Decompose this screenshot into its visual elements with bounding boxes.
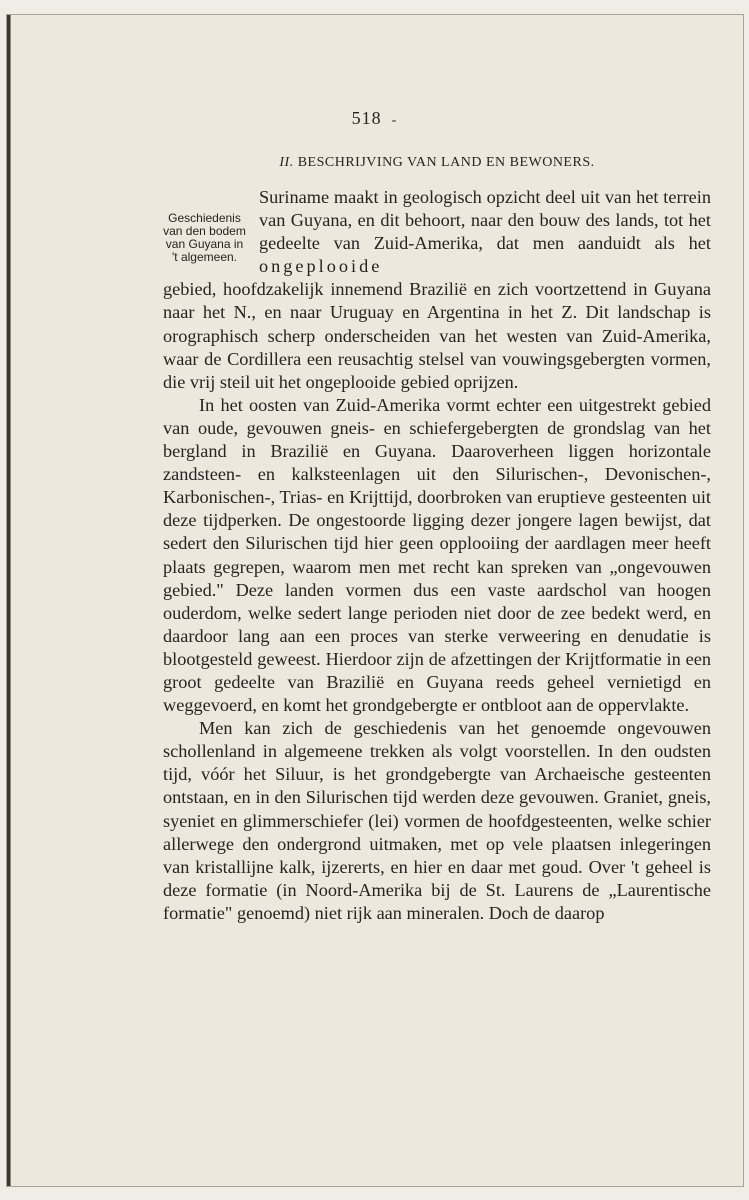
spaced-term: ongeplooide	[259, 256, 383, 277]
running-head-roman: II.	[279, 155, 294, 170]
page-number	[0, 108, 749, 129]
paragraph-1-intro-text: Suriname maakt in geologisch opzicht deel uit van het terrein van Guyana, en dit behoort, naar den bouw des lands, tot het gedeelte van Zuid-Amerika, dat men aanduidt als het	[259, 187, 711, 254]
margin-note-line: Geschiedenis	[168, 211, 241, 225]
paragraph-1-intro	[259, 186, 711, 278]
body-text	[163, 186, 711, 925]
running-head	[163, 155, 711, 171]
paragraph-2: In het oosten van Zuid-Amerika vormt echter een uitgestrekt gebied van oude, gevouwen gneis- en schiefergebergten de grondslag van het bergland in Brazilië en Guyana. Daaroverheen liggen horizontale zandsteen- en kalksteenlagen uit den Silurischen-, Devonischen-, Karbonischen-, Trias- en Krijttijd, doorbroken van eruptieve gesteenten uit deze tijdperken. De ongestoorde ligging dezer jongere lagen bewijst, dat sedert den Silurischen tijd hier geen opplooiing der aardlagen meer heeft plaats gegrepen, waarom men met recht kan spreken van „ongevouwen gebied." Deze landen vormen dus een vaste aardschol van hoogen ouderdom, welke sedert lange perioden niet door de zee bedekt werd, en daardoor lang aan een proces van sterke verweering en denudatie is blootgesteld geweest. Hierdoor zijn de afzettingen der Krijtformatie in een groot gedeelte van Brazilië en Guyana reeds geheel vernietigd en weggevoerd, en komt het grondgebergte er ontbloot aan de oppervlakte.	[163, 394, 711, 716]
margin-note-line: van Guyana in	[165, 237, 244, 251]
margin-note-line: van den bodem	[163, 224, 246, 238]
running-head-text: BESCHRIJVING VAN LAND EN BEWONERS.	[297, 155, 595, 170]
paragraph-1	[163, 186, 711, 394]
paragraph-1-rest: gebied, hoofdzakelijk innemend Brazilië en zich voortzettend in Guyana naar het N., en naar Uruguay en Argentina in het Z. Dit landschap is orographisch scherp onderscheiden van het westen van Zuid-Amerika, waar de Cordillera een reusachtig stelsel van vouwingsgebergten vormen, die vrij steil uit het ongeplooide gebied oprijzen.	[163, 279, 711, 392]
paragraph-3: Men kan zich de geschiedenis van het genoemde ongevouwen schollenland in algemeene trekken als volgt voorstellen. In den oudsten tijd, vóór het Siluur, is het grondgebergte van Archaeische gesteenten ontstaan, en in den Silurischen tijd werden deze gevouwen. Graniet, gneis, syeniet en glimmerschiefer (lei) vormen de hoofdgesteenten, welke schier allerwege den ondergrond uitmaken, met op vele plaatsen inlegeringen van kristallijne kalk, ijzererts, en hier en daar met goud. Over 't geheel is deze formatie (in Noord-Amerika bij de St. Laurens de „Laurentische formatie" genoemd) niet rijk aan mineralen. Doch de daarop	[163, 718, 711, 923]
margin-note-line: 't algemeen.	[172, 250, 237, 264]
page-mark: -	[391, 113, 398, 128]
page-number-value: 518	[351, 108, 382, 128]
